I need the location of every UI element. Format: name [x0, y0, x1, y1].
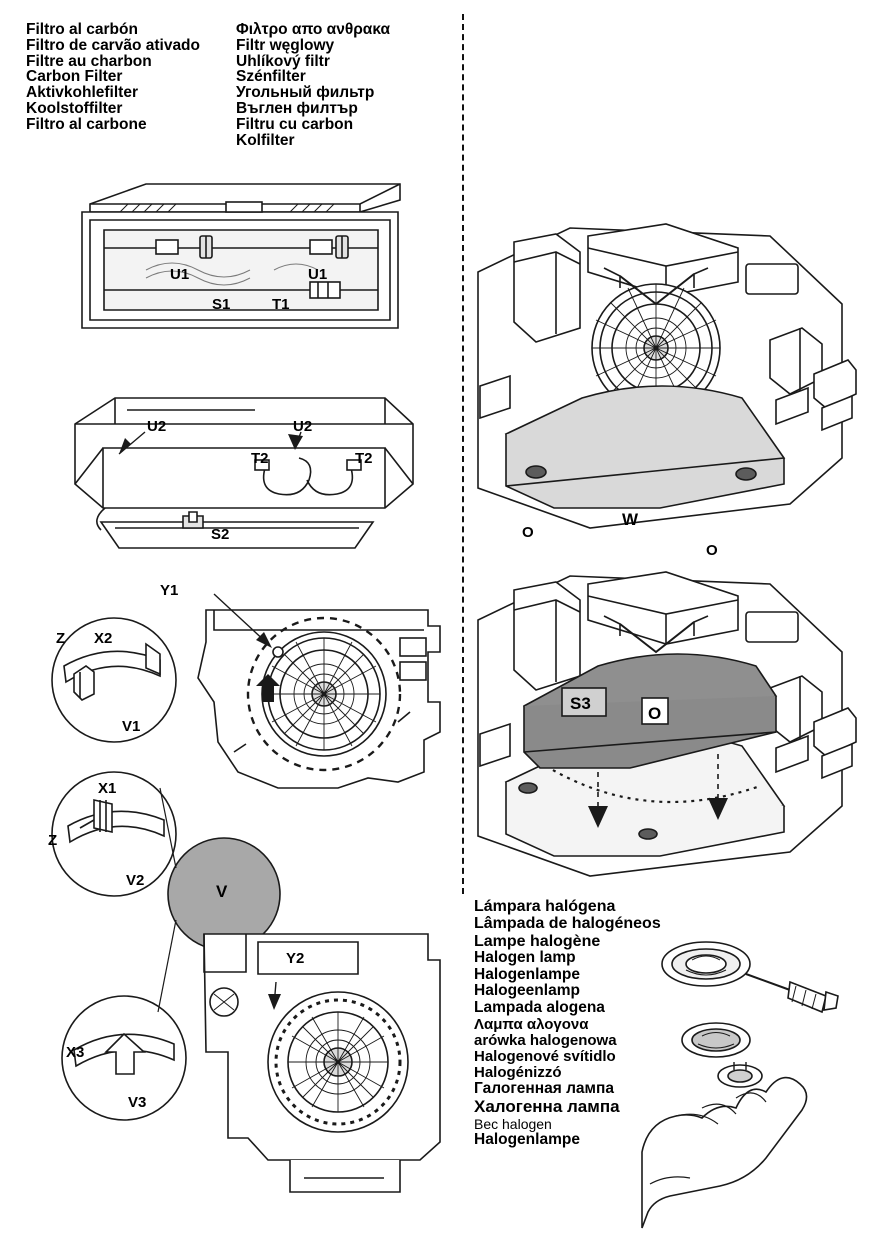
callout-v1: V1 — [122, 718, 141, 735]
carbon-title-nl: Koolstoffilter — [26, 99, 123, 117]
carbon-title-fr: Filtre au charbon — [26, 52, 152, 70]
callout-t2-right: T2 — [355, 450, 373, 467]
callout-o-s3: O — [648, 704, 662, 723]
carbon-title-it: Filtro al carbone — [26, 115, 147, 133]
figure-carbon-filter-s3 — [470, 566, 860, 896]
callout-t1: T1 — [272, 296, 290, 313]
carbon-title-bg: Въглен филтър — [236, 99, 358, 117]
carbon-filter-titles-column-2 — [236, 22, 390, 148]
figure-carbon-filter-w — [470, 218, 860, 558]
carbon-title-en: Carbon Filter — [26, 68, 123, 86]
callout-x1: X1 — [98, 780, 117, 797]
callout-s2: S2 — [211, 526, 230, 543]
vertical-divider — [462, 14, 464, 894]
halogen-title-es: Lámpara halógena — [474, 898, 616, 915]
carbon-filter-titles-column-1 — [26, 22, 200, 133]
carbon-title-pt: Filtro de carvão ativado — [26, 36, 200, 54]
callout-v2: V2 — [126, 872, 145, 889]
callout-v: V — [216, 882, 228, 901]
halogen-title-de: Halogenlampe — [474, 965, 580, 983]
callout-x3: X3 — [66, 1044, 85, 1061]
callout-v3: V3 — [128, 1094, 147, 1111]
halogen-title-ru: Галогенная лампа — [474, 1080, 614, 1098]
callout-s1: S1 — [212, 296, 231, 313]
carbon-title-ro: Filtru cu carbon — [236, 115, 354, 133]
callout-u2-left: U2 — [147, 418, 167, 435]
carbon-title-sv: Kolfilter — [236, 131, 295, 149]
halogen-title-cs: Halogenové svítidlo — [474, 1048, 616, 1066]
callout-o-right: O — [706, 542, 718, 559]
callout-u1-left: U1 — [170, 266, 190, 283]
halogen-title-en: Halogen lamp — [474, 948, 576, 966]
callout-x2: X2 — [94, 630, 113, 647]
callout-u2-right: U2 — [293, 418, 313, 435]
carbon-title-pl: Filtr węglowy — [236, 36, 335, 54]
callout-y2: Y2 — [286, 950, 305, 967]
callout-z-lower: Z — [48, 832, 58, 849]
figure-hood-open-view — [55, 388, 425, 558]
halogen-title-bg: Халогенна лампа — [474, 1097, 620, 1117]
carbon-title-cs: Uhlíkový filtr — [236, 52, 330, 70]
figure-motor-detail-assembly — [28, 582, 458, 1202]
figure-halogen-lamp-replacement — [640, 930, 870, 1230]
halogen-title-hu: Halogénizzó — [474, 1064, 562, 1082]
carbon-title-es: Filtro al carbón — [26, 21, 138, 38]
halogen-title-pt: Lâmpada de halogéneos — [474, 915, 661, 933]
callout-w: W — [622, 510, 639, 529]
callout-s3: S3 — [570, 694, 591, 713]
halogen-title-it: Lampada alogena — [474, 999, 605, 1016]
callout-o-left: O — [522, 524, 534, 541]
halogen-title-el: Λαμπα αλογονα — [474, 1015, 589, 1033]
callout-z-upper: Z — [56, 630, 66, 647]
callout-t2-left: T2 — [251, 450, 269, 467]
halogen-lamp-titles — [474, 898, 661, 1148]
halogen-title-fr: Lampe halogène — [474, 932, 601, 950]
halogen-title-pl: arówka halogenowa — [474, 1031, 617, 1049]
halogen-title-nl: Halogeenlamp — [474, 982, 580, 1000]
halogen-title-de2: Halogenlampe — [474, 1130, 580, 1148]
callout-u1-right: U1 — [308, 266, 328, 283]
halogen-title-ro: Bec halogen — [474, 1115, 552, 1132]
carbon-title-de: Aktivkohlefilter — [26, 84, 138, 102]
carbon-title-hu: Szénfilter — [236, 68, 306, 86]
callout-y1: Y1 — [160, 582, 179, 599]
carbon-title-ru: Угольный фильтр — [236, 84, 375, 102]
carbon-title-el: Φιλτρο απο ανθρακα — [236, 21, 390, 38]
figure-hood-bottom-view — [60, 178, 420, 348]
